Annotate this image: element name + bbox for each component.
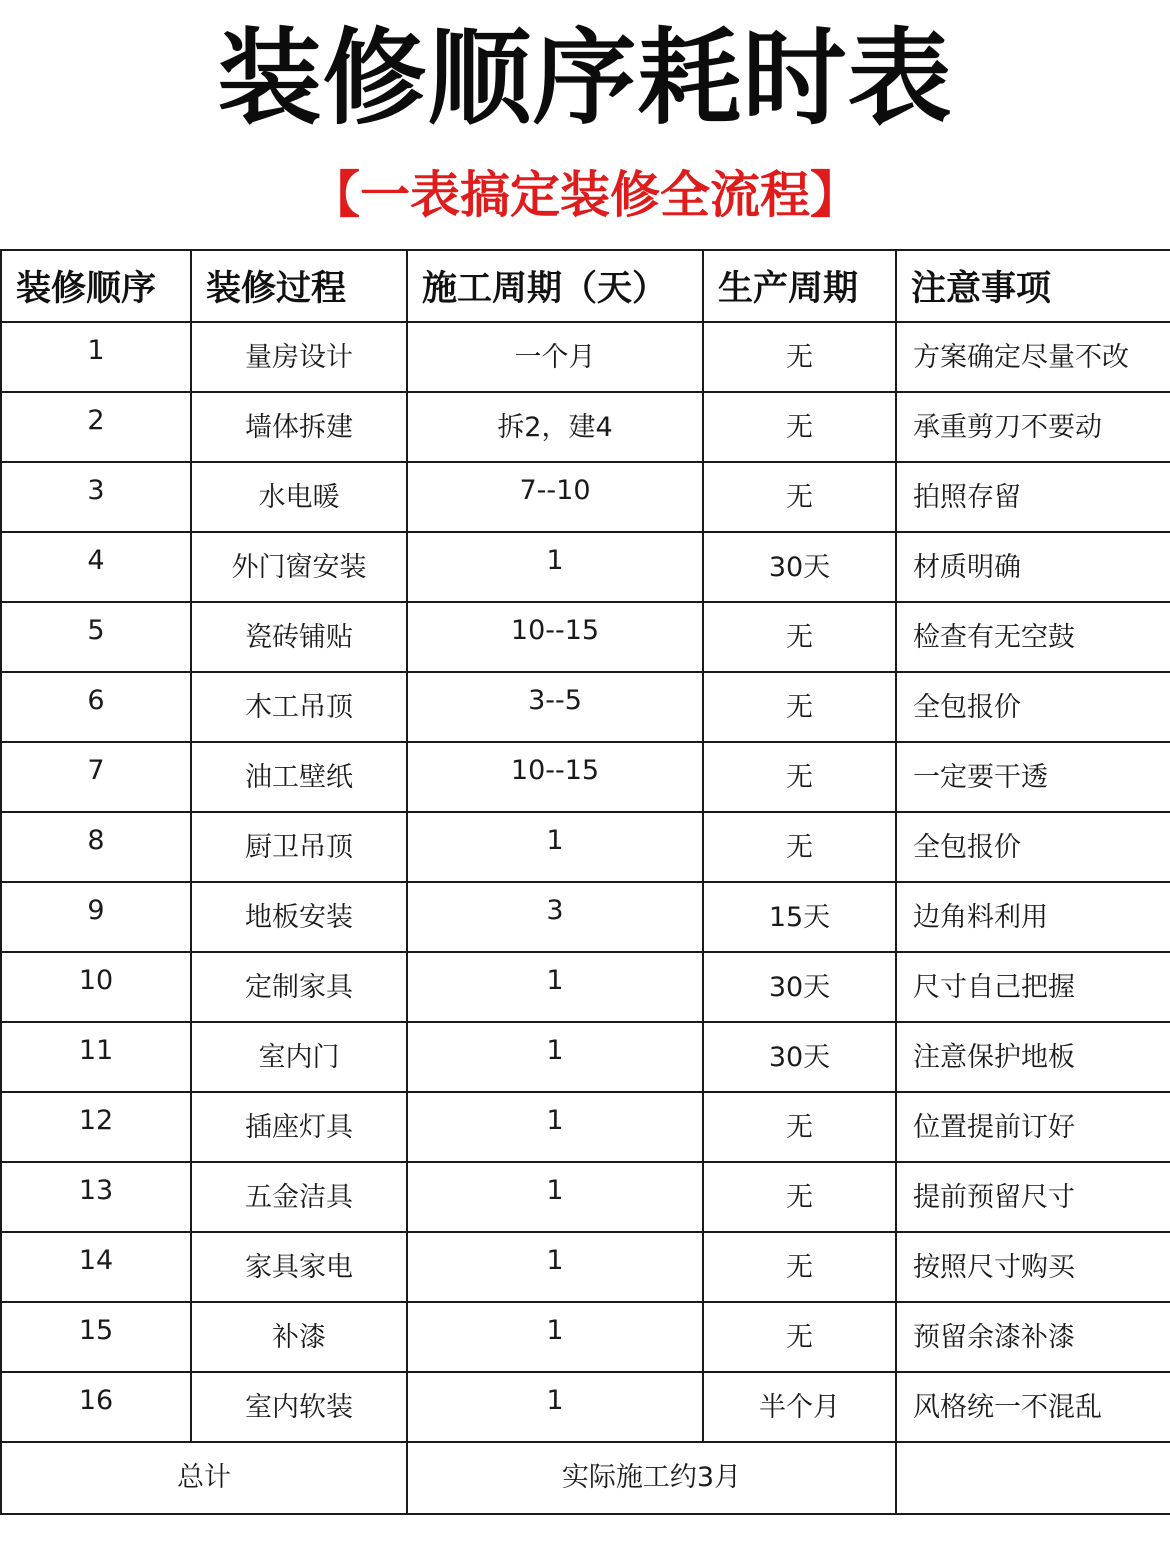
cell-production-period: 无: [703, 392, 896, 462]
table-row: [1, 1372, 1170, 1442]
cell-note: 全包报价: [896, 812, 1170, 882]
cell-order: 4: [1, 532, 191, 602]
cell-process: 水电暖: [191, 462, 407, 532]
cell-process: 外门窗安装: [191, 532, 407, 602]
table-row: [1, 1092, 1170, 1162]
cell-note: 预留余漆补漆: [896, 1302, 1170, 1372]
cell-note: 按照尺寸购买: [896, 1232, 1170, 1302]
cell-production-period: 无: [703, 602, 896, 672]
cell-process: 五金洁具: [191, 1162, 407, 1232]
cell-order: 3: [1, 462, 191, 532]
cell-order: 5: [1, 602, 191, 672]
cell-construction-period: 1: [407, 812, 703, 882]
cell-process: 地板安装: [191, 882, 407, 952]
cell-production-period: 无: [703, 1302, 896, 1372]
cell-order: 13: [1, 1162, 191, 1232]
cell-note: 提前预留尺寸: [896, 1162, 1170, 1232]
table-row: [1, 812, 1170, 882]
cell-production-period: 无: [703, 672, 896, 742]
table-row: [1, 882, 1170, 952]
cell-order: 14: [1, 1232, 191, 1302]
cell-construction-period: 1: [407, 1092, 703, 1162]
cell-construction-period: 7--10: [407, 462, 703, 532]
cell-construction-period: 3--5: [407, 672, 703, 742]
cell-process: 厨卫吊顶: [191, 812, 407, 882]
cell-construction-period: 1: [407, 1022, 703, 1092]
cell-process: 插座灯具: [191, 1092, 407, 1162]
header-order: 装修顺序: [1, 250, 191, 322]
cell-production-period: 半个月: [703, 1372, 896, 1442]
cell-production-period: 无: [703, 322, 896, 392]
table-row: [1, 952, 1170, 1022]
cell-note: 注意保护地板: [896, 1022, 1170, 1092]
cell-construction-period: 1: [407, 1232, 703, 1302]
cell-note: 风格统一不混乱: [896, 1372, 1170, 1442]
cell-order: 11: [1, 1022, 191, 1092]
cell-construction-period: 3: [407, 882, 703, 952]
table-row: [1, 1232, 1170, 1302]
cell-construction-period: 10--15: [407, 742, 703, 812]
cell-process: 量房设计: [191, 322, 407, 392]
cell-note: 边角料利用: [896, 882, 1170, 952]
cell-process: 室内门: [191, 1022, 407, 1092]
cell-order: 6: [1, 672, 191, 742]
cell-order: 16: [1, 1372, 191, 1442]
cell-production-period: 无: [703, 742, 896, 812]
cell-production-period: 无: [703, 812, 896, 882]
cell-production-period: 15天: [703, 882, 896, 952]
header-notes: 注意事项: [896, 250, 1170, 322]
table-header-row: [1, 250, 1170, 322]
table-row: [1, 1302, 1170, 1372]
cell-order: 12: [1, 1092, 191, 1162]
table-row: [1, 392, 1170, 462]
cell-note: 位置提前订好: [896, 1092, 1170, 1162]
cell-note: 检查有无空鼓: [896, 602, 1170, 672]
table-row: [1, 462, 1170, 532]
cell-construction-period: 1: [407, 952, 703, 1022]
cell-production-period: 30天: [703, 532, 896, 602]
cell-process: 木工吊顶: [191, 672, 407, 742]
cell-order: 2: [1, 392, 191, 462]
cell-production-period: 无: [703, 462, 896, 532]
header-construction-period: 施工周期（天）: [407, 250, 703, 322]
table-total-row: [1, 1442, 1170, 1514]
table-row: [1, 1162, 1170, 1232]
cell-construction-period: 1: [407, 1302, 703, 1372]
cell-process: 油工壁纸: [191, 742, 407, 812]
cell-construction-period: 10--15: [407, 602, 703, 672]
schedule-table: [0, 249, 1170, 1515]
cell-order: 9: [1, 882, 191, 952]
cell-note: 一定要干透: [896, 742, 1170, 812]
total-value: 实际施工约3月: [407, 1442, 896, 1514]
cell-order: 10: [1, 952, 191, 1022]
cell-production-period: 30天: [703, 1022, 896, 1092]
cell-order: 7: [1, 742, 191, 812]
cell-process: 家具家电: [191, 1232, 407, 1302]
cell-note: 方案确定尽量不改: [896, 322, 1170, 392]
cell-process: 墙体拆建: [191, 392, 407, 462]
table-row: [1, 742, 1170, 812]
cell-production-period: 30天: [703, 952, 896, 1022]
cell-construction-period: 拆2，建4: [407, 392, 703, 462]
total-label: 总计: [1, 1442, 407, 1514]
table-row: [1, 322, 1170, 392]
cell-note: 拍照存留: [896, 462, 1170, 532]
header-process: 装修过程: [191, 250, 407, 322]
table-row: [1, 602, 1170, 672]
cell-note: 承重剪刀不要动: [896, 392, 1170, 462]
cell-production-period: 无: [703, 1232, 896, 1302]
cell-note: 材质明确: [896, 532, 1170, 602]
total-note: [896, 1442, 1170, 1514]
table-row: [1, 532, 1170, 602]
cell-order: 1: [1, 322, 191, 392]
cell-production-period: 无: [703, 1092, 896, 1162]
table-row: [1, 1022, 1170, 1092]
cell-construction-period: 1: [407, 532, 703, 602]
cell-process: 瓷砖铺贴: [191, 602, 407, 672]
cell-construction-period: 1: [407, 1162, 703, 1232]
cell-note: 尺寸自己把握: [896, 952, 1170, 1022]
cell-order: 15: [1, 1302, 191, 1372]
cell-order: 8: [1, 812, 191, 882]
cell-process: 室内软装: [191, 1372, 407, 1442]
header-production-period: 生产周期: [703, 250, 896, 322]
cell-production-period: 无: [703, 1162, 896, 1232]
cell-construction-period: 1: [407, 1372, 703, 1442]
page-subtitle: 【一表搞定装修全流程】: [310, 166, 860, 224]
cell-process: 定制家具: [191, 952, 407, 1022]
page-title: 装修顺序耗时表: [217, 17, 953, 139]
table-row: [1, 672, 1170, 742]
cell-process: 补漆: [191, 1302, 407, 1372]
cell-construction-period: 一个月: [407, 322, 703, 392]
cell-note: 全包报价: [896, 672, 1170, 742]
